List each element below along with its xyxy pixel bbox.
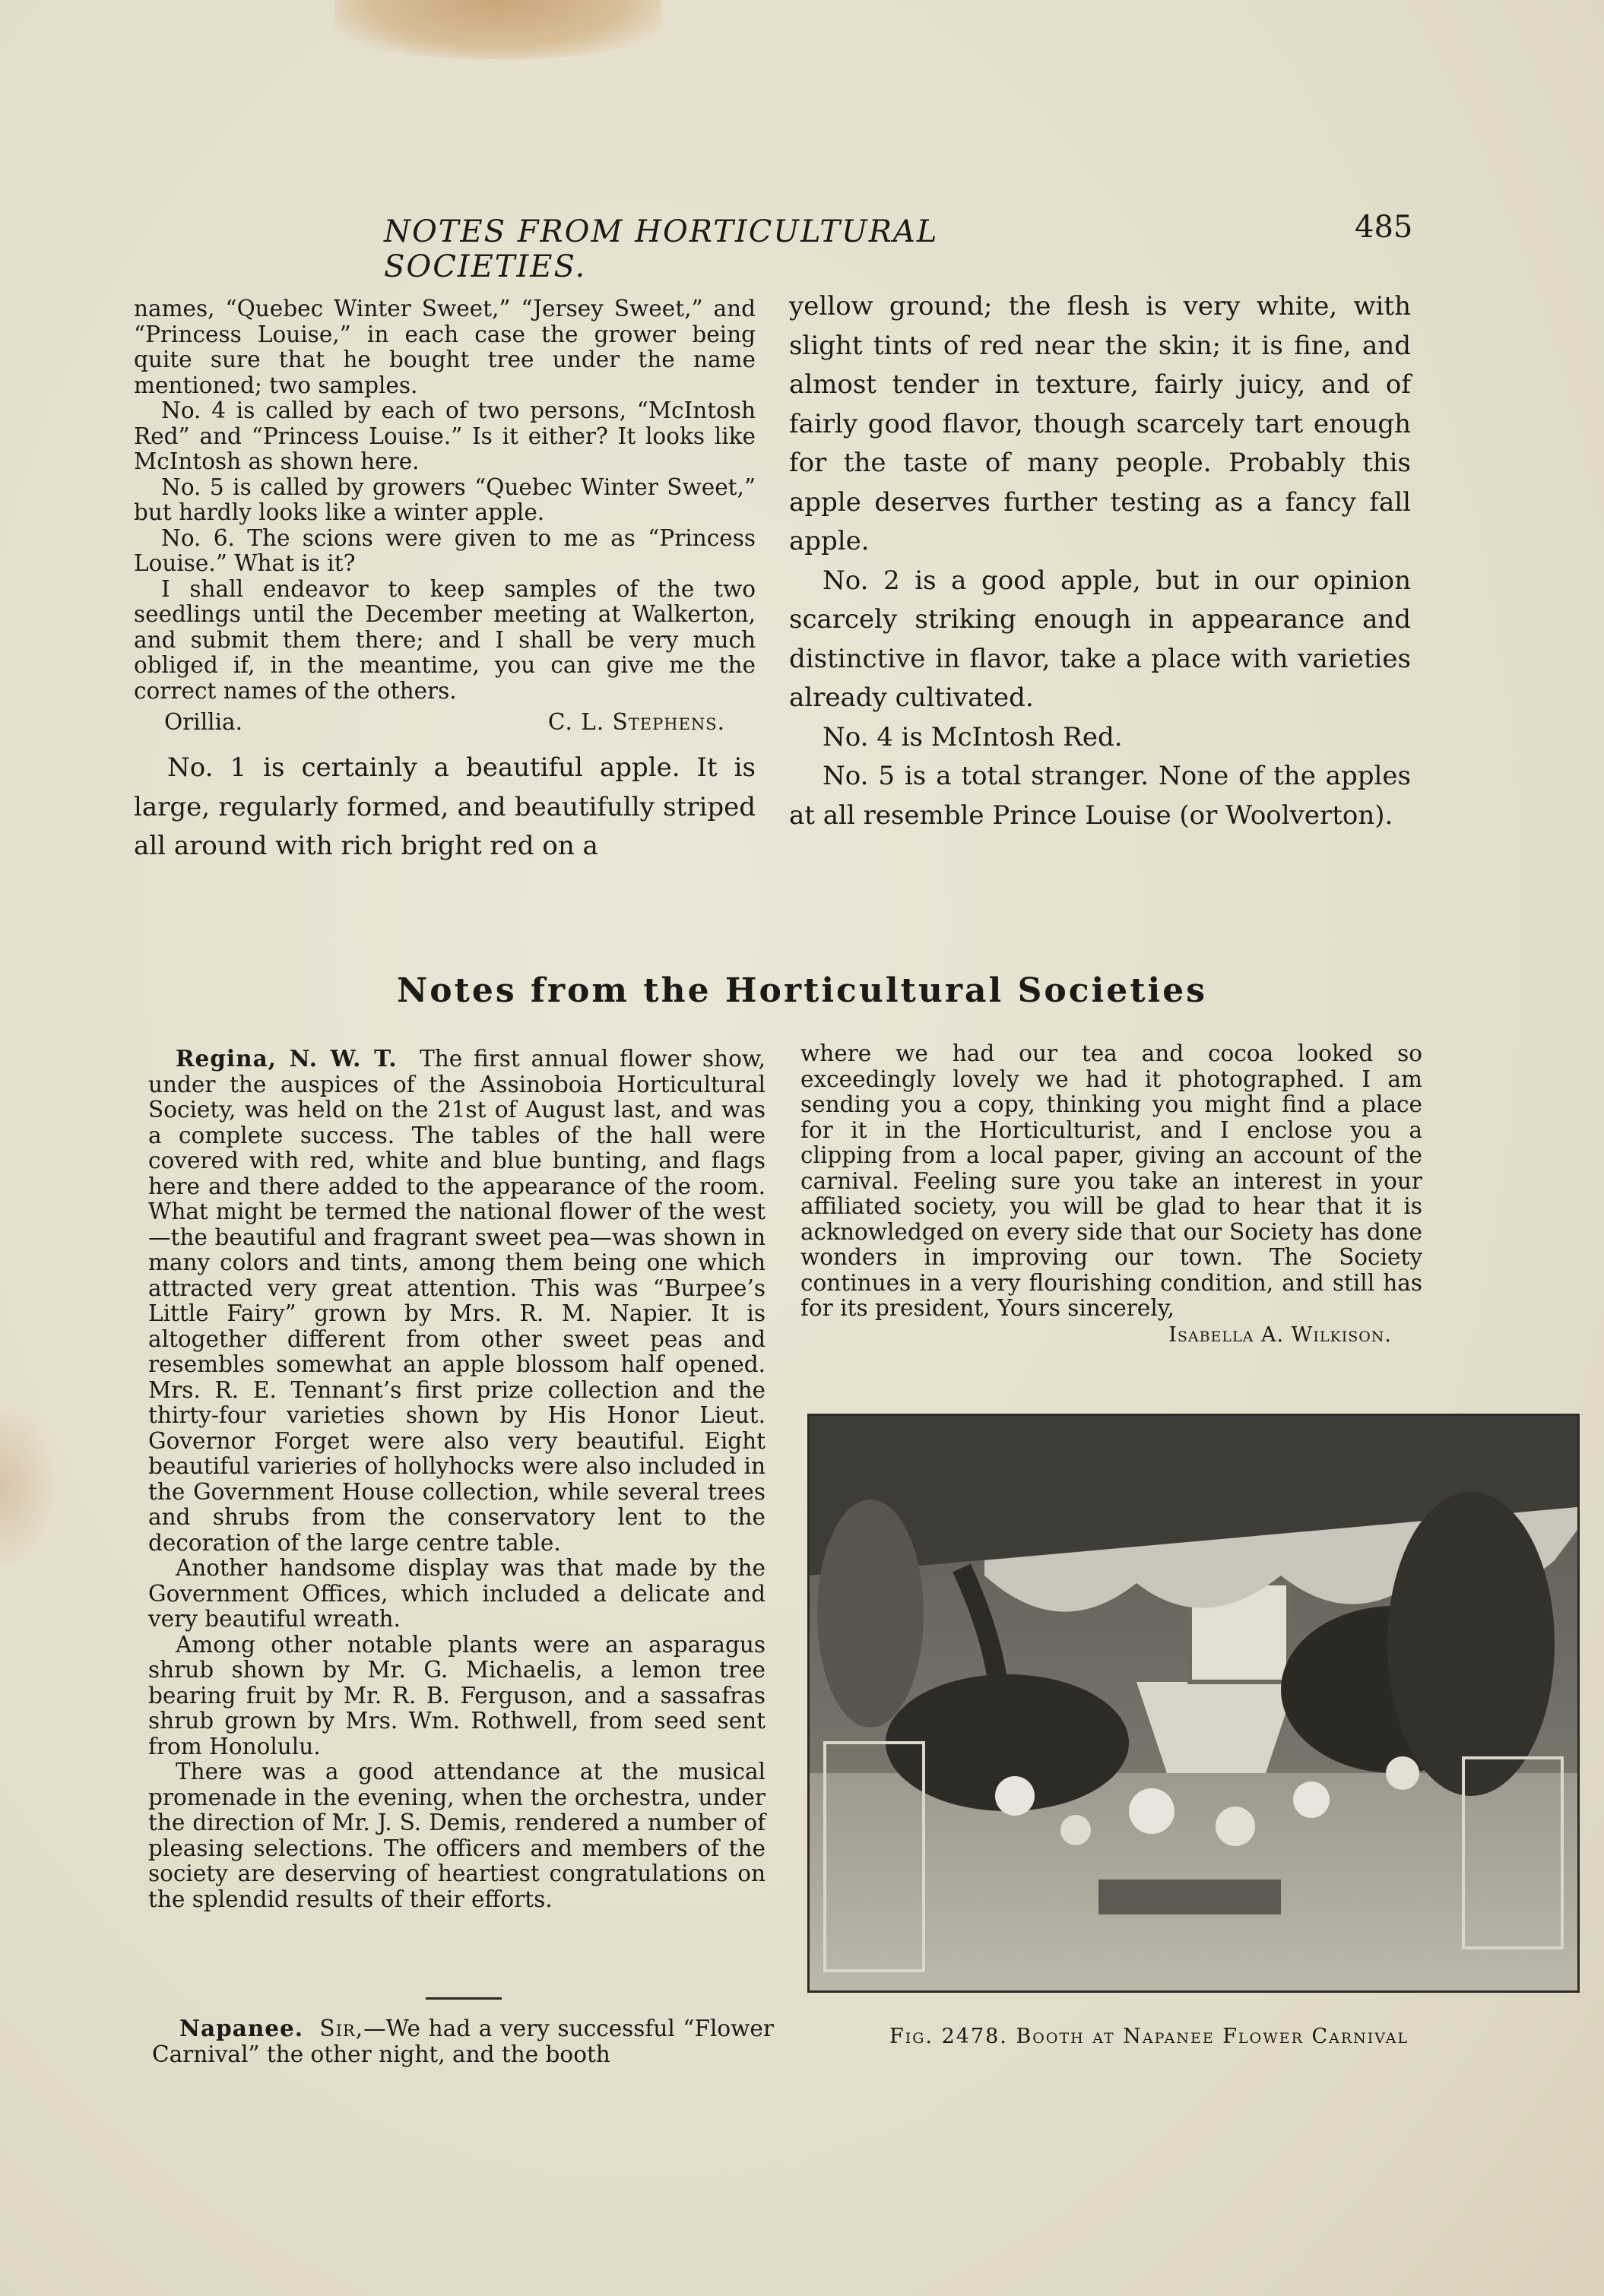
photo-illustration <box>810 1416 1577 1990</box>
regina-paragraph: Another handsome display was that made by the Government Offices, which included a delicate and very beautiful wreath. <box>148 1555 766 1632</box>
letter-paragraph: names, “Quebec Winter Sweet,” “Jersey Sweet,” and “Princess Louise,” in each case the grower being quite sure that he bought tree under the name mentioned; two samples. <box>134 296 756 398</box>
letter-place: Orillia. <box>164 709 243 735</box>
edge-stain <box>0 1406 53 1566</box>
napanee-paragraph <box>152 2016 774 2067</box>
regina-paragraph: Among other notable plants were an asparagus shrub shown by Mr. G. Michaelis, a lemon tree bearing fruit by Mr. R. B. Ferguson, and a sassafras shrub grown by Mrs. Wm. Rothwell, from seed sent from Honolulu. <box>148 1631 766 1759</box>
figure-caption: Fig. 2478. Booth at Napanee Flower Carnival <box>889 2025 1409 2048</box>
section-title: Notes from the Horticultural Societies <box>396 971 1208 1010</box>
reply-paragraph: yellow ground; the flesh is very white, with slight tints of red near the skin; it is fine, and almost tender in texture, fairly juicy, and of fairly good flavor, though scarcely tart enough for the taste of many people. Probably this apple deserves further testing as a fancy fall apple. <box>789 291 1411 556</box>
letter-paragraph: No. 6. The scions were given to me as “Princess Louise.” What is it? <box>134 524 756 576</box>
regina-heading: Regina, N. W. T. <box>176 1045 398 1072</box>
letter-signoff <box>134 707 756 737</box>
booth-photograph <box>807 1414 1580 1993</box>
reply-paragraph: No. 2 is a good apple, but in our opinion scarcely striking enough in appearance and distinctive in flavor, take a place with varieties already cultivated. <box>789 565 1411 713</box>
reply-right-column <box>789 287 1411 835</box>
water-stain <box>334 0 661 59</box>
letter-paragraph: I shall endeavor to keep samples of the two seedlings until the December meeting at Walkerton, and submit them there; and I shall be very much obliged if, in the meantime, you can give me the correct names of the others. <box>134 575 756 704</box>
reply-paragraph: No. 5 is a total stranger. None of the apples at all resemble Prince Louise (or Woolverton). <box>789 761 1411 831</box>
napanee-start <box>152 2016 774 2067</box>
napanee-continuation-column <box>800 1041 1422 1349</box>
letter-paragraph: No. 4 is called by each of two persons, “McIntosh Red” and “Princess Louise.” Is it either? It looks like McIntosh as shown here. <box>134 397 756 474</box>
napanee-signature: Isabella A. Wilkison. <box>1168 1322 1392 1347</box>
regina-first-text: The first annual flower show, under the auspices of the Assinoboia Horticultural Society, was held on the 21st of August last, and was a complete success. The tables of the hall were covered with red, white and blue bunting, and flags here and there added to the appearance of the room. What might be termed the national flower of the west—the beautiful and fragrant sweet pea—was shown in many colors and tints, among them being one which attracted very great attention. This was “Burpee’s Little Fairy” grown by Mrs. R. M. Napier. It is altogether different from other sweet peas and resembles somewhat an apple blossom half opened. Mrs. R. E. Tennant’s first prize collection and the thirty-four varieties shown by His Honor Lieut. Governor Forget were also very beautiful. Eight beautiful varieries of hollyhocks were also included in the Government House collection, while several trees and shrubs from the conservatory lent to the decoration of the large centre table. <box>148 1046 766 1556</box>
napanee-salutation: Sir, <box>319 2016 364 2041</box>
letter-column <box>134 296 756 737</box>
running-title: NOTES FROM HORTICULTURAL SOCIETIES. <box>384 214 939 284</box>
regina-column <box>148 1046 766 1912</box>
letter-signature: C. L. Stephens. <box>547 709 725 735</box>
letter-paragraph: No. 5 is called by growers “Quebec Winter Sweet,” but hardly looks like a winter apple. <box>134 473 756 525</box>
napanee-text: —We had a very successful “Flower Carnival” the other night, and the booth <box>152 2016 774 2067</box>
reply-paragraph: No. 4 is McIntosh Red. <box>823 721 1123 752</box>
page-number: 485 <box>1355 210 1413 245</box>
napanee-paragraph: where we had our tea and cocoa looked so exceedingly lovely we had it photographed. I am sending you a copy, thinking you might find a place for it in the Horticulturist, and I enclose you a clipping from a local paper, giving an account of the carnival. Feeling sure you take an interest in your affiliated society, you will be glad to hear that it is acknowledged on every side that our Society has done wonders in improving our town. The Society continues in a very flourishing condition, and still has for its president, Yours sincerely, <box>800 1040 1422 1321</box>
divider-rule <box>426 1997 502 2000</box>
napanee-heading: Napanee. <box>179 2015 304 2041</box>
reply-left-column <box>134 749 756 866</box>
regina-paragraph: There was a good attendance at the musical promenade in the evening, when the orchestra, under the direction of Mr. J. S. Demis, rendered a number of pleasing selections. The officers and members of the society are deserving of heartiest congratulations on the splendid results of their efforts. <box>148 1759 766 1912</box>
regina-paragraph <box>148 1046 766 1556</box>
reply-paragraph: No. 1 is certainly a beautiful apple. It is large, regularly formed, and beautifully striped all around with rich bright red on a <box>134 752 756 861</box>
